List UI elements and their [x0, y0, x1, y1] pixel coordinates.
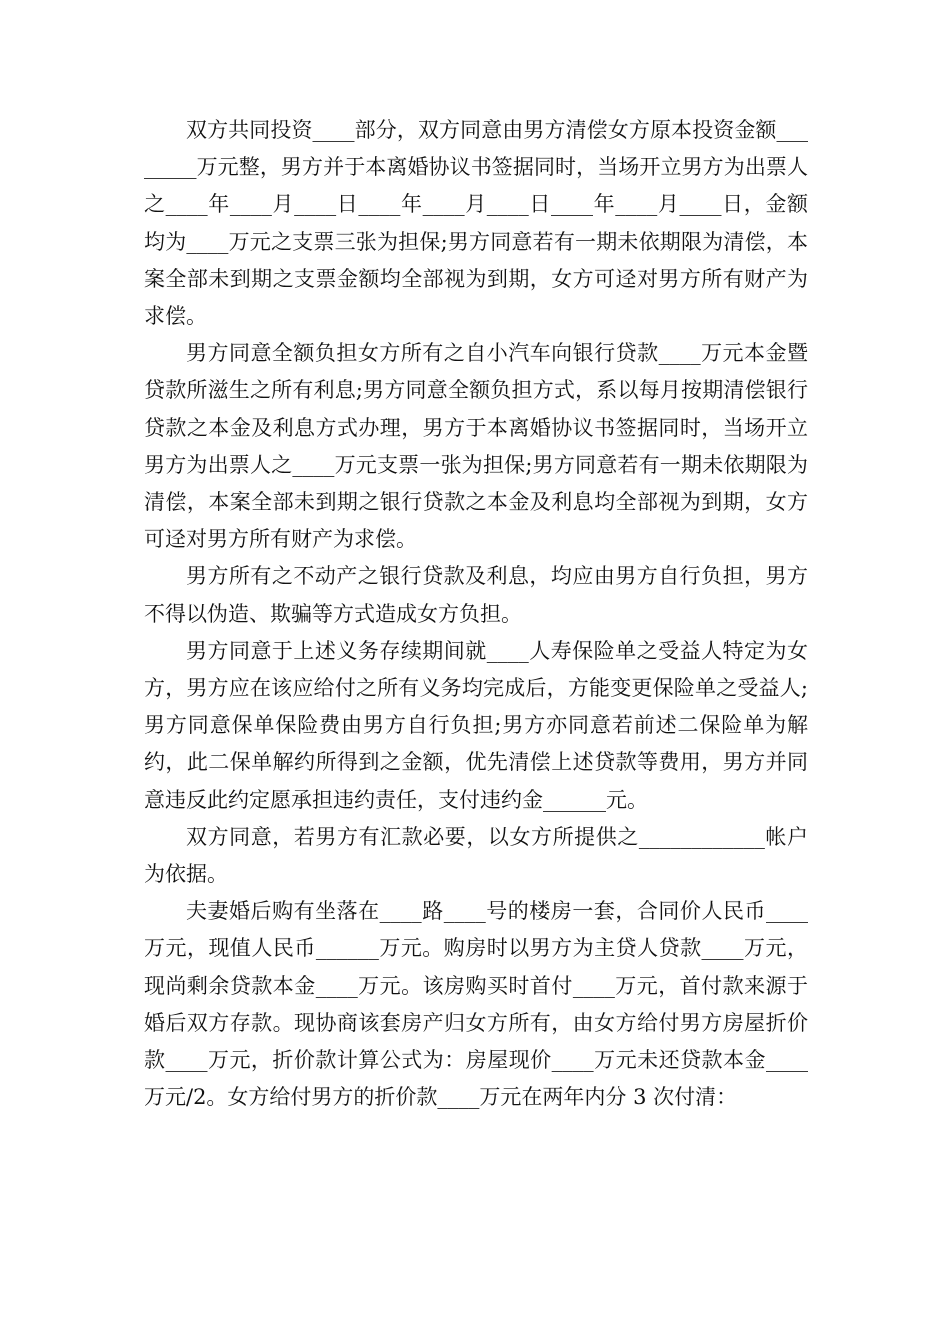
paragraph-joint-investment: 双方共同投资____部分，双方同意由男方清偿女方原本投资金额________万元整，男方并于本离婚协议书签据同时，当场开立男方为出票人之____年____月____日____年____月____日____年____月____日，金额均为____万元之支票三张为担保;男方同意若有一期未依期限为清偿，本案全部未到期之支票金额均全部视为到期，女方可迳对男方所有财产为求偿。: [144, 118, 808, 329]
document-page: [144, 112, 808, 1116]
paragraph-house: 夫妻婚后购有坐落在____路____号的楼房一套，合同价人民币____万元，现值人民币______万元。购房时以男方为主贷人贷款____万元，现尚剩余贷款本金____万元。该房购买时首付____万元，首付款来源于婚后双方存款。现协商该套房产归女方所有，由女方给付男方房屋折价款____万元，折价款计算公式为：房屋现价____万元未还贷款本金____万元/2。女方给付男方的折价款____万元在两年内分 3 次付清：: [144, 899, 808, 1110]
paragraph-insurance: 男方同意于上述义务存续期间就____人寿保险单之受益人特定为女方，男方应在该应给付之所有义务均完成后，方能变更保险单之受益人;男方同意保单保险费由男方自行负担;男方亦同意若前述二保险单为解约，此二保单解约所得到之金额，优先清偿上述贷款等费用，男方并同意违反此约定愿承担违约责任，支付违约金______元。: [144, 638, 808, 812]
paragraph-remittance-account: 双方同意，若男方有汇款必要，以女方所提供之____________帐户为依据。: [144, 824, 808, 887]
paragraph-real-estate-loan: 男方所有之不动产之银行贷款及利息，均应由男方自行负担，男方不得以伪造、欺骗等方式造成女方负担。: [144, 564, 808, 626]
paragraph-car-loan: 男方同意全额负担女方所有之自小汽车向银行贷款____万元本金暨贷款所滋生之所有利息;男方同意全额负担方式，系以每月按期清偿银行贷款之本金及利息方式办理，男方于本离婚协议书签据同时，当场开立男方为出票人之____万元支票一张为担保;男方同意若有一期未依期限为清偿，本案全部未到期之银行贷款之本金及利息均全部视为到期，女方可迳对男方所有财产为求偿。: [144, 341, 808, 552]
